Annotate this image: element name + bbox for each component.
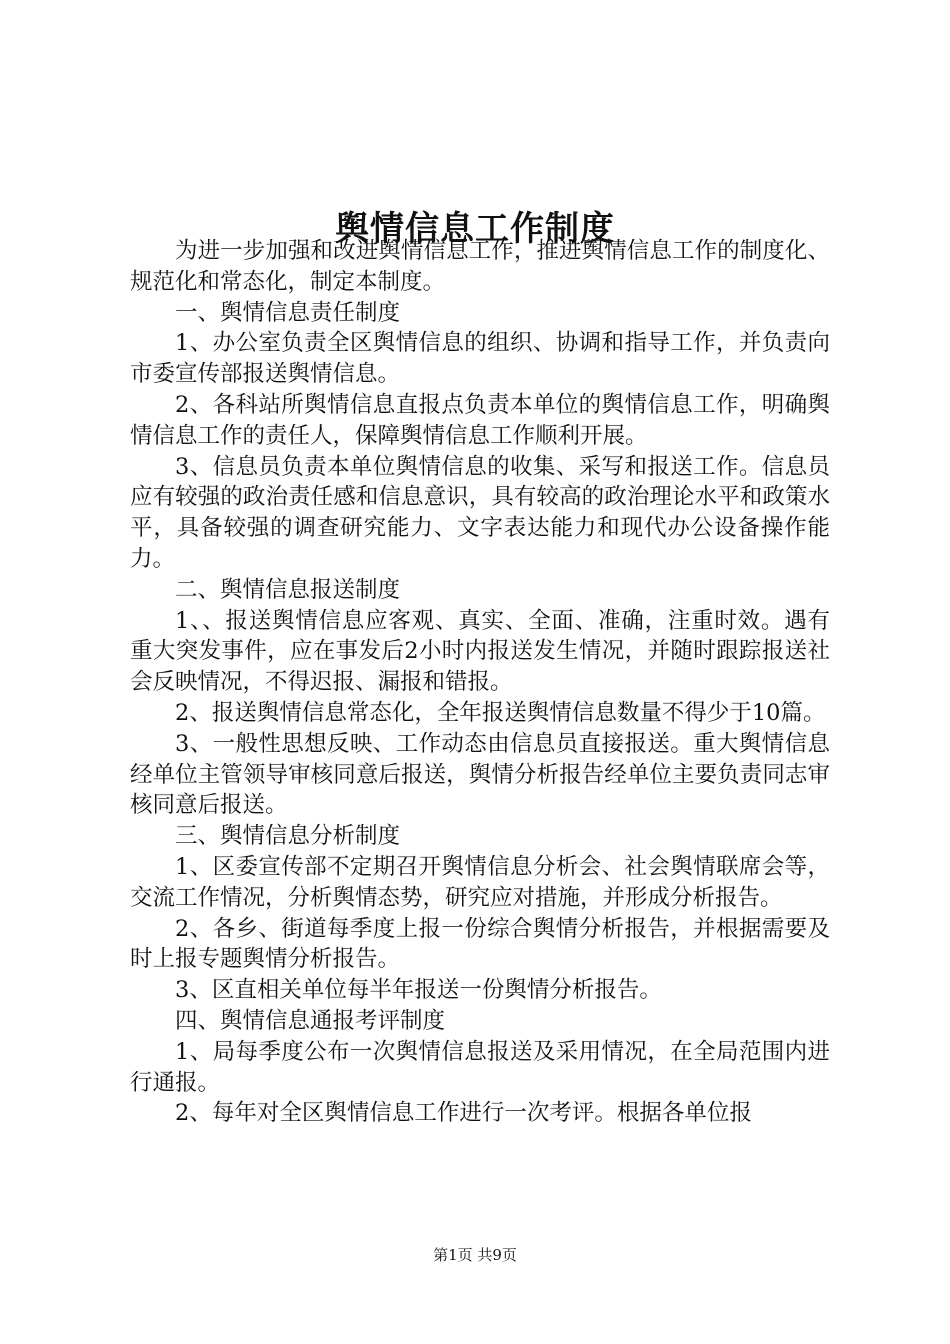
paragraph: 2、报送舆情信息常态化，全年报送舆情信息数量不得少于10篇。 xyxy=(175,699,826,726)
paragraph: 3、信息员负责本单位舆情信息的收集、采写和报送工作。信息员应有较强的政治责任感和信息意识，具有较高的政治理论水平和政策水平，具备较强的调查研究能力、文字表达能力和现代办公设备操作能力。 xyxy=(130,453,830,572)
paragraph: 1、区委宣传部不定期召开舆情信息分析会、社会舆情联席会等，交流工作情况，分析舆情态势，研究应对措施，并形成分析报告。 xyxy=(130,853,830,911)
section-heading-1: 一、舆情信息责任制度 xyxy=(175,299,401,326)
paragraph: 2、各科站所舆情信息直报点负责本单位的舆情信息工作，明确舆情信息工作的责任人，保障舆情信息工作顺利开展。 xyxy=(130,391,830,449)
paragraph: 2、各乡、街道每季度上报一份综合舆情分析报告，并根据需要及时上报专题舆情分析报告。 xyxy=(130,915,830,973)
intro-paragraph: 为进一步加强和改进舆情信息工作，推进舆情信息工作的制度化、规范化和常态化，制定本制度。 xyxy=(130,238,830,295)
paragraph: 2、每年对全区舆情信息工作进行一次考评。根据各单位报 xyxy=(175,1100,752,1127)
paragraph: 1、、报送舆情信息应客观、真实、全面、准确，注重时效。遇有重大突发事件，应在事发后2小时内报送发生情况，并随时跟踪报送社会反映情况，不得迟报、漏报和错报。 xyxy=(130,607,830,696)
paragraph: 1、局每季度公布一次舆情信息报送及采用情况，在全局范围内进行通报。 xyxy=(130,1038,830,1096)
paragraph: 1、办公室负责全区舆情信息的组织、协调和指导工作，并负责向市委宣传部报送舆情信息。 xyxy=(130,330,830,388)
document-title: 舆情信息工作制度 xyxy=(335,208,615,249)
paragraph: 3、一般性思想反映、工作动态由信息员直接报送。重大舆情信息经单位主管领导审核同意后报送，舆情分析报告经单位主要负责同志审核同意后报送。 xyxy=(130,730,830,819)
paragraph: 3、区直相关单位每半年报送一份舆情分析报告。 xyxy=(175,977,662,1004)
section-heading-3: 三、舆情信息分析制度 xyxy=(175,823,401,850)
page-footer: 第1页 共9页 xyxy=(433,1246,517,1264)
document-body xyxy=(130,236,830,1129)
section-heading-4: 四、舆情信息通报考评制度 xyxy=(175,1007,446,1034)
section-heading-2: 二、舆情信息报送制度 xyxy=(175,576,401,603)
